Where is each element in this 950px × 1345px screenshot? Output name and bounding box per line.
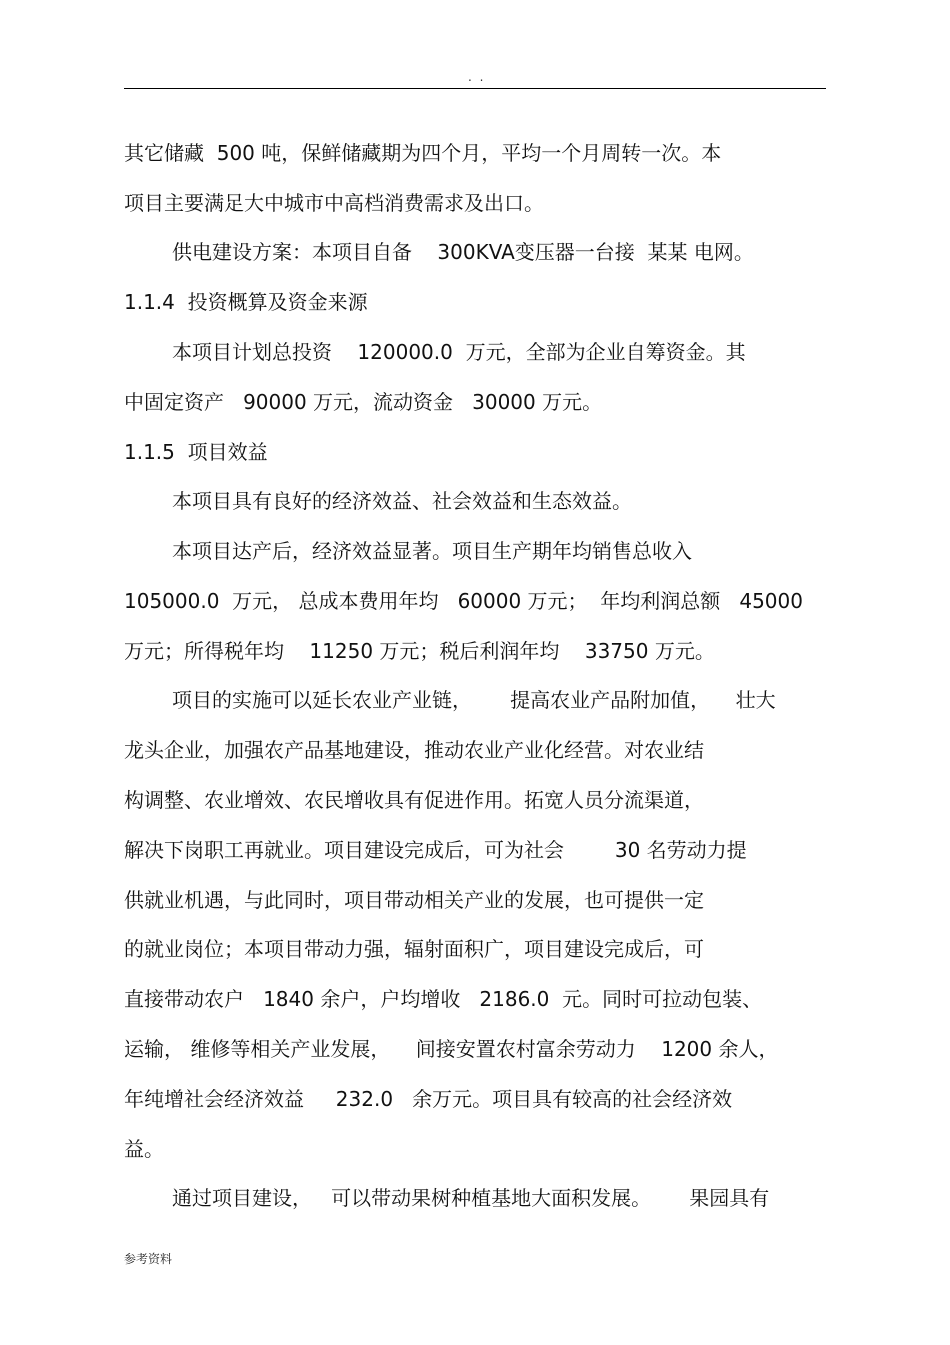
section-heading: 1.1.4 投资概算及资金来源 <box>124 290 368 314</box>
text-line: 项目的实施可以延长农业产业链， 提高农业产品附加值， 壮大 <box>172 688 776 712</box>
text-line: 直接带动农户 1840 余户，户均增收 2186.0 元。同时可拉动包装、 <box>124 987 763 1011</box>
text-line: 本项目具有良好的经济效益、社会效益和生态效益。 <box>172 489 632 513</box>
header-rule <box>124 88 826 89</box>
footer-label: 参考资料 <box>124 1252 173 1266</box>
text-line: 中固定资产 90000 万元，流动资金 30000 万元。 <box>124 390 603 414</box>
text-line: 年纯增社会经济效益 232.0 余万元。项目具有较高的社会经济效 <box>124 1087 733 1111</box>
header-dots: . . <box>468 70 486 84</box>
text-line: 本项目计划总投资 120000.0 万元，全部为企业自筹资金。其 <box>172 340 746 364</box>
text-line: 龙头企业，加强农产品基地建设，推动农业产业化经营。对农业结 <box>124 738 704 762</box>
text-line: 其它储藏 500 吨，保鲜储藏期为四个月，平均一个月周转一次。本 <box>124 141 722 165</box>
text-line: 本项目达产后，经济效益显著。项目生产期年均销售总收入 <box>172 539 692 563</box>
text-line: 解决下岗职工再就业。项目建设完成后，可为社会 30 名劳动力提 <box>124 838 747 862</box>
text-line: 构调整、农业增效、农民增收具有促进作用。拓宽人员分流渠道， <box>124 788 704 812</box>
text-line: 供电建设方案：本项目自备 300KVA变压器一台接 某某 电网。 <box>172 240 754 264</box>
section-heading: 1.1.5 项目效益 <box>124 440 268 464</box>
text-line: 的就业岗位；本项目带动力强，辐射面积广，项目建设完成后，可 <box>124 937 704 961</box>
text-line: 万元；所得税年均 11250 万元；税后利润年均 33750 万元。 <box>124 639 715 663</box>
text-line: 通过项目建设， 可以带动果树种植基地大面积发展。 果园具有 <box>172 1186 770 1210</box>
text-line: 运输， 维修等相关产业发展， 间接安置农村富余劳动力 1200 余人， <box>124 1037 779 1061</box>
text-line: 105000.0 万元， 总成本费用年均 60000 万元； 年均利润总额 45000 <box>124 589 803 613</box>
text-line: 供就业机遇，与此同时，项目带动相关产业的发展，也可提供一定 <box>124 888 704 912</box>
text-line: 项目主要满足大中城市中高档消费需求及出口。 <box>124 191 544 215</box>
text-line: 益。 <box>124 1137 164 1161</box>
